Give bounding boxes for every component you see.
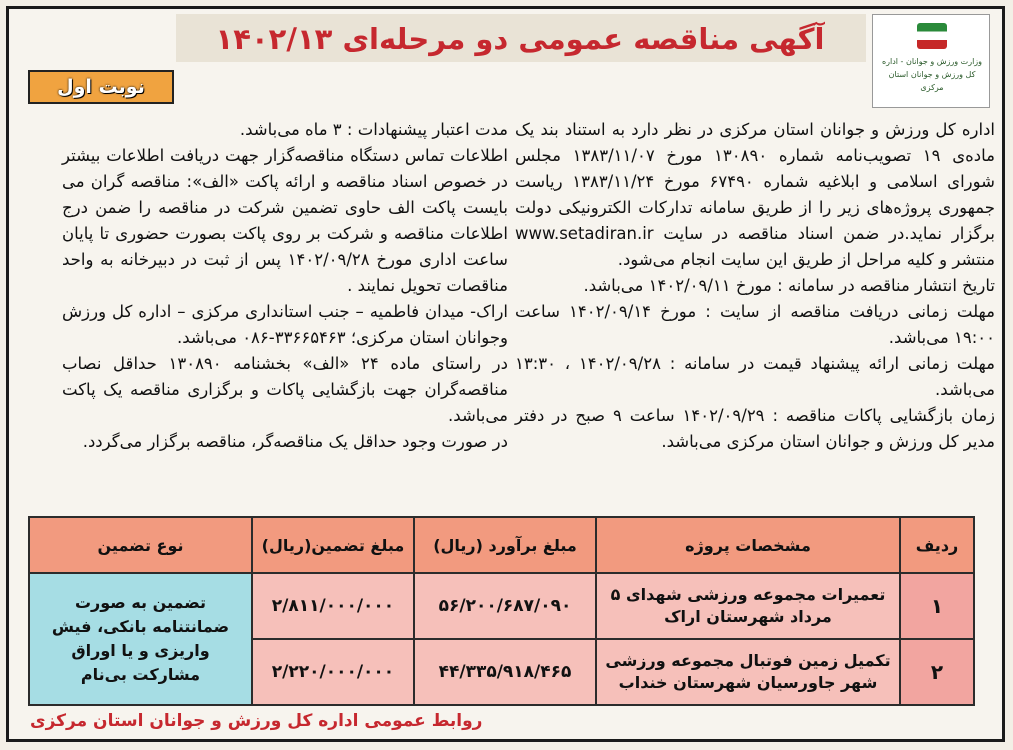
projects-table: [28, 516, 975, 706]
first-round-badge: نوبت اول: [28, 70, 174, 104]
address-info: اراک- میدان فاطمیه – جنب استانداری مرکزی – اداره کل ورزش وجوانان استان مرکزی؛ ۳۳۶۶۵۴۶۳-۰۸۶ می‌باشد.: [62, 302, 508, 347]
validity-period: مدت اعتبار پیشنهادات : ۳ ماه می‌باشد.: [239, 120, 508, 139]
intro-paragraph: اداره کل ورزش و جوانان استان مرکزی در نظر دارد به استناد بند یک ماده‌ی ۱۹ تصویب‌نامه شماره ۱۳۰۸۹۰ مورخ ۱۳۸۳/۱۱/۰۷ مجلس شورای اسلامی و ابلاغیه شماره ۶۷۴۹۰ مورخ ۱۳۸۳/۱۱/۲۴ ریاست جمهوری پروژه‌های زیر را از طریق سامانه تدارکات الکترونیکی دولت برگزار نماید.در ضمن اسناد مناقصه در سایت www.setadiran.ir منتشر و کلیه مراحل از طریق این سایت انجام می‌شود.: [515, 120, 995, 269]
article-24: در راستای ماده ۲۴ «الف» بخشنامه ۱۳۰۸۹۰ حداقل نصاب مناقصه‌گران جهت بازگشایی پاکات و برگزاری مناقصه یک پاکت می‌باشد.: [62, 354, 508, 425]
publish-date: تاریخ انتشار مناقصه در سامانه : مورخ ۱۴۰۲/۰۹/۱۱ می‌باشد.: [583, 276, 995, 295]
emblem-icon: [917, 23, 947, 49]
row-estimate: ۵۶/۲۰۰/۶۸۷/۰۹۰: [414, 573, 596, 639]
table-header-row: [29, 517, 974, 573]
right-column: [515, 117, 995, 455]
header-project: مشخصات پروژه: [596, 517, 900, 573]
row-id: ۱: [900, 573, 974, 639]
guarantee-type: تضمین به صورت ضمانتنامه بانکی، فیش واریزی و یا اوراق مشارکت بی‌نام: [29, 573, 252, 705]
header-estimate: مبلغ برآورد (ریال): [414, 517, 596, 573]
logo-text: وزارت ورزش و جوانان - اداره کل ورزش و جوانان استان مرکزی: [881, 57, 983, 92]
opening-time: زمان بازگشایی پاکات مناقصه : ۱۴۰۲/۰۹/۲۹ ساعت ۹ صبح در دفتر مدیر کل ورزش و جوانان استان مرکزی می‌باشد.: [515, 406, 995, 451]
header-id: ردیف: [900, 517, 974, 573]
ministry-logo: [872, 14, 990, 108]
row-id: ۲: [900, 639, 974, 705]
row-guarantee: ۲/۸۱۱/۰۰۰/۰۰۰: [252, 573, 414, 639]
row-project: تکمیل زمین فوتبال مجموعه ورزشی شهر جاورسیان شهرستان خنداب: [596, 639, 900, 705]
contact-info: اطلاعات تماس دستگاه مناقصه‌گزار جهت دریافت اطلاعات بیشتر در خصوص اسناد مناقصه و ارائه پاکت «الف»: مناقصه گران می بایست پاکت الف حاوی تضمین شرکت در مناقصه را ضمن درج اطلاعات مناقصه و شرکت بر روی پاکت بصورت حضوری تا پایان ساعت اداری مورخ ۱۴۰۲/۰۹/۲۸ پس از ثبت در دبیرخانه به واحد مناقصات تحویل نمایند .: [62, 146, 508, 295]
header-type: نوع تضمین: [29, 517, 252, 573]
notice-title: آگهی مناقصه عمومی دو مرحله‌ای ۱۴۰۲/۱۳: [215, 22, 825, 56]
submit-deadline: مهلت زمانی ارائه پیشنهاد قیمت در سامانه : ۱۴۰۲/۰۹/۲۸ ، ۱۳:۳۰ می‌باشد.: [515, 354, 995, 399]
row-estimate: ۴۴/۳۳۵/۹۱۸/۴۶۵: [414, 639, 596, 705]
table-row: [29, 573, 974, 639]
public-relations-footer: روابط عمومی اداره کل ورزش و جوانان استان مرکزی: [30, 711, 483, 731]
header-guarantee: مبلغ تضمین(ریال): [252, 517, 414, 573]
row-project: تعمیرات مجموعه ورزشی شهدای ۵ مرداد شهرستان اراک: [596, 573, 900, 639]
row-guarantee: ۲/۲۲۰/۰۰۰/۰۰۰: [252, 639, 414, 705]
left-column: [62, 117, 508, 455]
single-bidder-note: در صورت وجود حداقل یک مناقصه‌گر، مناقصه برگزار می‌گردد.: [82, 432, 508, 451]
receive-deadline: مهلت زمانی دریافت مناقصه از سایت : مورخ ۱۴۰۲/۰۹/۱۴ ساعت ۱۹:۰۰ می‌باشد.: [515, 302, 995, 347]
